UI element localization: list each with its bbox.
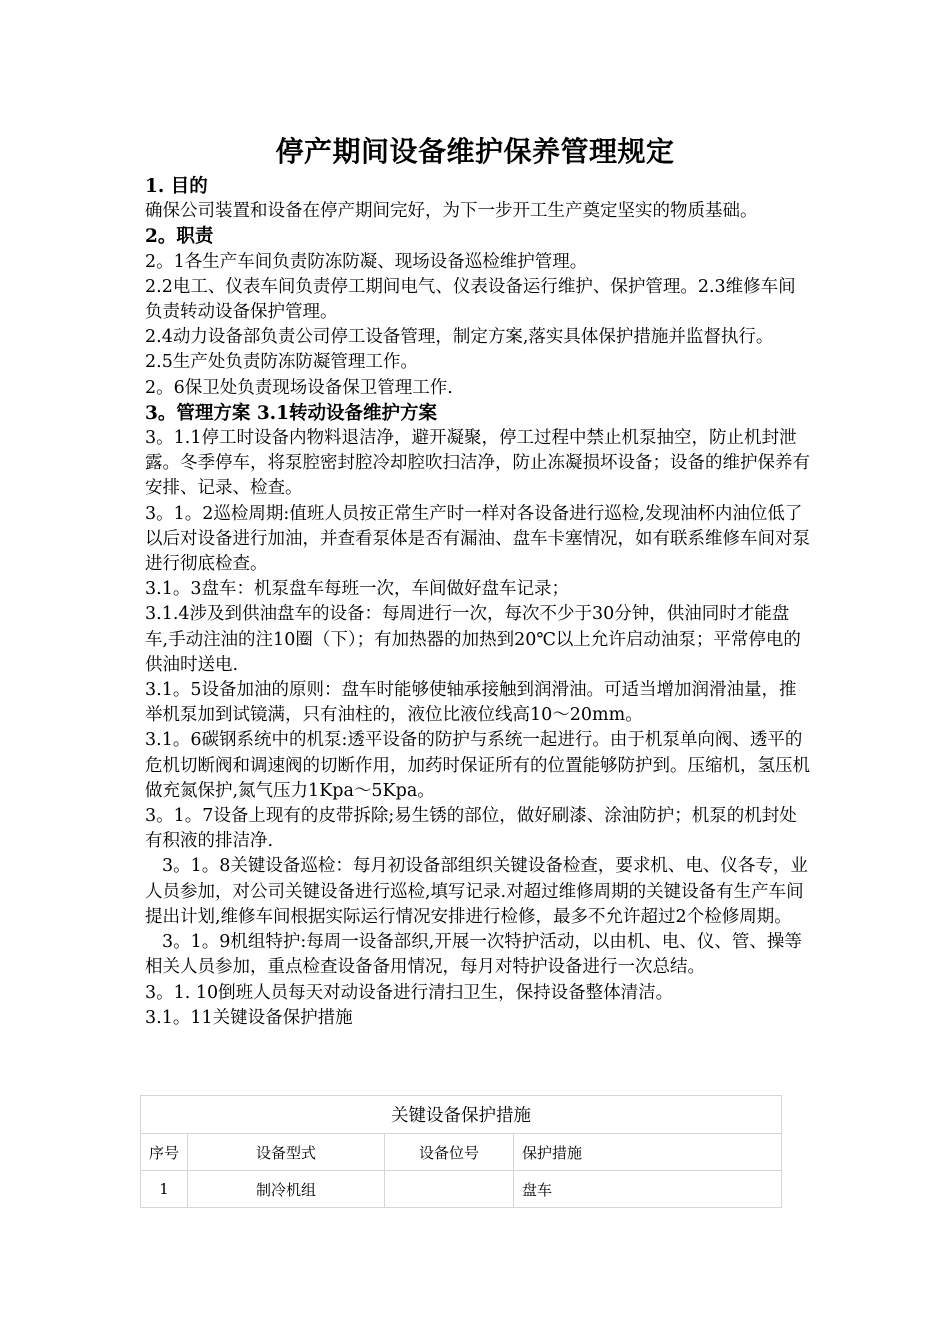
paragraph: 3。1.1停工时设备内物料退洁净，避开凝聚，停工过程中禁止机泵抽空，防止机封泄露。冬季停车，将泵腔密封腔冷却腔吹扫洁净，防止冻凝损坏设备；设备的维护保养有安排、记录、检查。 (145, 428, 810, 499)
paragraph: 3。1。7设备上现有的皮带拆除;易生锈的部位，做好刷漆、涂油防护；机泵的机封处有积液的排洁净. (145, 806, 797, 852)
table-cell: 制冷机组 (188, 1171, 385, 1208)
header-cell-tag: 设备位号 (385, 1134, 514, 1171)
header-cell-measure: 保护措施 (514, 1134, 782, 1171)
paragraph: 3.1.4涉及到供油盘车的设备：每周进行一次，每次不少于30分钟，供油同时才能盘车,手动注油的注10圈（下）；有加热器的加热到20℃以上允许启动油泵；平常停电的供油时送电. (145, 604, 801, 675)
paragraph: 2.2电工、仪表车间负责停工期间电气、仪表设备运行维护、保护管理。2.3维修车间负责转动设备保护管理。 (145, 276, 796, 323)
table-cell (385, 1171, 514, 1208)
paragraph: 2。1各生产车间负责防冻防凝、现场设备巡检维护管理。 (145, 251, 588, 272)
paragraph: 3。1。9机组特护:每周一设备部织,开展一次特护活动，以由机、电、仪、管、操等相关人员参加，重点检查设备备用情况，每月对特护设备进行一次总结。 (145, 932, 802, 978)
paragraph: 3.1。3盘车：机泵盘车每班一次，车间做好盘车记录； (145, 579, 569, 600)
paragraph: 3。1。8关键设备巡检：每月初设备部组织关键设备检查，要求机、电、仪各专，业人员参加，对公司关键设备进行巡检,填写记录.对超过维修周期的关键设备有生产车间提出计划,维修车间根据实际运行情况安排进行检修，最多不允许超过2个检修周期。 (145, 856, 808, 927)
table-row (141, 1171, 782, 1208)
document-title: 停产期间设备维护保养管理规定 (275, 135, 675, 168)
table-cell: 盘车 (514, 1171, 782, 1208)
paragraph: 2.5生产处负责防冻防凝管理工作。 (145, 352, 418, 373)
header-cell-type: 设备型式 (188, 1134, 385, 1171)
table-cell: 1 (141, 1171, 188, 1208)
section-heading: 2。职责 (145, 226, 214, 248)
table-header-row (141, 1134, 782, 1171)
paragraph: 3。1。2巡检周期:值班人员按正常生产时一样对各设备进行巡检,发现油杯内油位低了以后对设备进行加油，并查看泵体是否有漏油、盘车卡塞情况，如有联系维修车间对泵进行彻底检查。 (145, 503, 810, 575)
table-caption: 关键设备保护措施 (141, 1096, 782, 1134)
section-heading: 1. 目的 (145, 176, 208, 197)
protection-measures-table (140, 1095, 782, 1208)
paragraph: 3.1。5设备加油的原则：盘车时能够使轴承接触到润滑油。可适当增加润滑油量，推举机泵加到试镜满，只有油柱的，液位比液位线高10～20mm。 (145, 680, 797, 726)
paragraph: 3.1。6碳钢系统中的机泵:透平设备的防护与系统一起进行。由于机泵单向阀、透平的危机切断阀和调速阀的切断作用，加药时保证所有的位置能够防护到。压缩机，氢压机做充氮保护,氮气压力1Kpa～5Kpa。 (145, 730, 810, 801)
header-cell-index: 序号 (141, 1134, 188, 1171)
paragraph: 确保公司装置和设备在停产期间完好，为下一步开工生产奠定坚实的物质基础。 (145, 201, 758, 222)
paragraph: 3。1. 10倒班人员每天对动设备进行清扫卫生，保持设备整体清洁。 (145, 982, 674, 1003)
section-heading: 3。管理方案 3.1转动设备维护方案 (145, 402, 437, 424)
document-body (145, 174, 810, 1031)
paragraph: 2。6保卫处负责现场设备保卫管理工作. (145, 377, 453, 398)
paragraph: 3.1。11关键设备保护措施 (145, 1007, 353, 1028)
paragraph: 2.4动力设备部负责公司停工设备管理，制定方案,落实具体保护措施并监督执行。 (145, 327, 774, 348)
